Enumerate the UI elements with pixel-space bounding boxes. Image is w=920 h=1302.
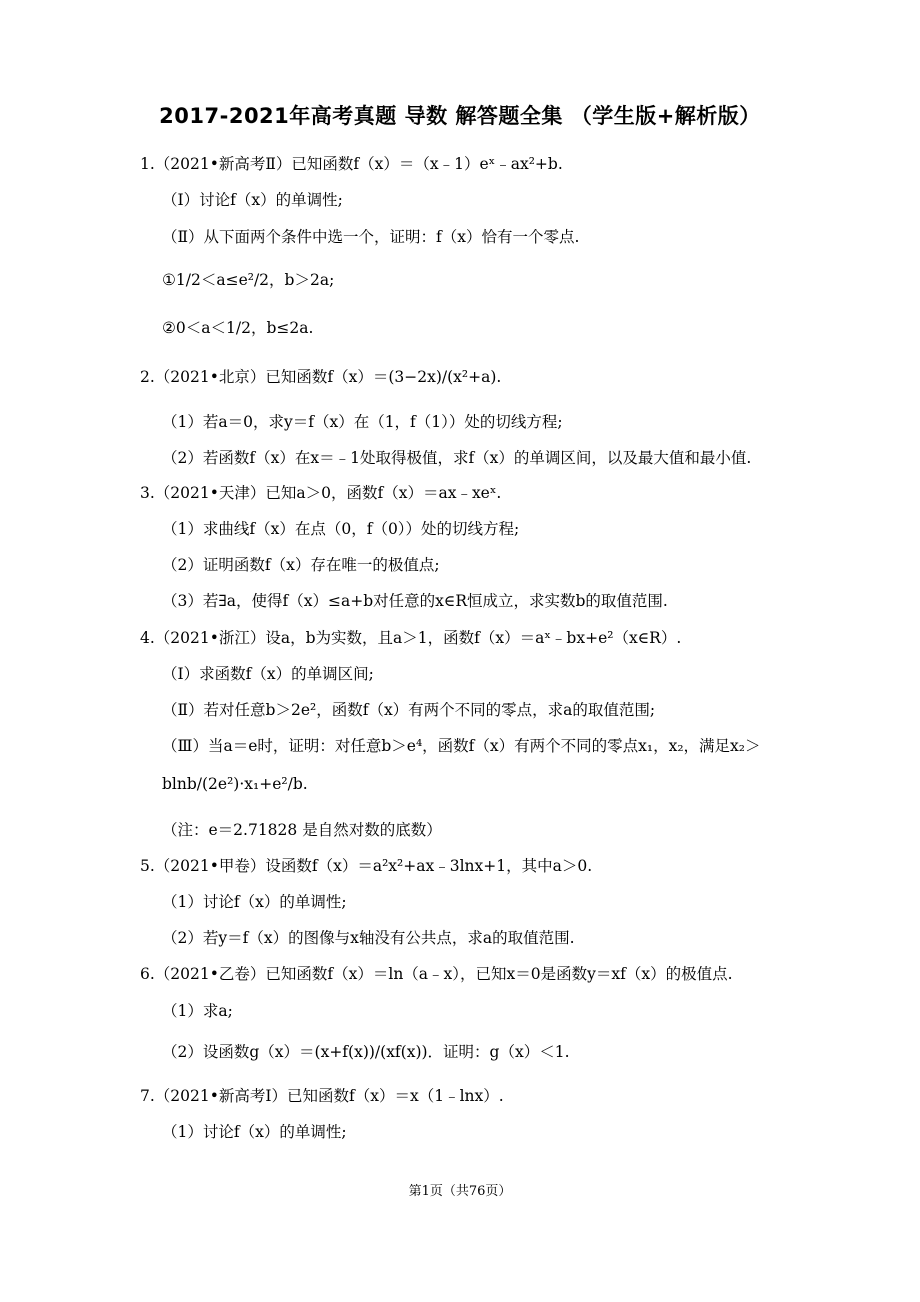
subquestion-line: （Ⅱ）若对任意b＞2e²，函数f（x）有两个不同的零点，求a的取值范围; [162, 701, 656, 719]
page-title: 2017-2021年高考真题 导数 解答题全集 （学生版+解析版） [159, 104, 761, 128]
problem-line: 3.（2021•天津）已知a＞0，函数f（x）＝ax﹣xeˣ. [140, 484, 502, 502]
subquestion-line: （2）设函数g（x）＝(x+f(x))/(xf(x))．证明：g（x）＜1. [162, 1043, 570, 1061]
problem-line: 6.（2021•乙卷）已知函数f（x）＝ln（a﹣x），已知x＝0是函数y＝xf（x）的极值点. [140, 965, 733, 983]
subquestion-line: （Ⅰ）讨论f（x）的单调性; [162, 191, 343, 209]
subquestion-line: （Ⅱ）从下面两个条件中选一个，证明：f（x）恰有一个零点. [162, 228, 580, 246]
problem-line: 7.（2021•新高考Ⅰ）已知函数f（x）＝x（1﹣lnx）. [140, 1087, 504, 1105]
problem-line: 1.（2021•新高考Ⅱ）已知函数f（x）＝（x﹣1）eˣ﹣ax²+b. [140, 155, 563, 173]
subquestion-line: （1）若a＝0，求y＝f（x）在（1，f（1））处的切线方程; [162, 413, 563, 431]
subquestion-line: （1）讨论f（x）的单调性; [162, 893, 347, 911]
subquestion-line: （2）证明函数f（x）存在唯一的极值点; [162, 556, 440, 574]
subquestion-line: （注：e＝2.71828 是自然对数的底数） [162, 821, 442, 839]
problem-line: 5.（2021•甲卷）设函数f（x）＝a²x²+ax﹣3lnx+1，其中a＞0. [140, 857, 593, 875]
problem-line: 2.（2021•北京）已知函数f（x）＝(3−2x)/(x²+a). [140, 368, 502, 386]
subquestion-line: ②0＜a＜1/2，b≤2a. [162, 319, 314, 337]
subquestion-line: （1）求a; [162, 1002, 233, 1020]
subquestion-line: （2）若y＝f（x）的图像与x轴没有公共点，求a的取值范围. [162, 929, 575, 947]
subquestion-line: blnb/(2e²)·x₁+e²/b. [162, 775, 308, 793]
page-footer: 第1页（共76页） [408, 1184, 512, 1199]
subquestion-line: （Ⅰ）求函数f（x）的单调区间; [162, 665, 374, 683]
subquestion-line: （3）若∃a，使得f（x）≤a+b对任意的x∈R恒成立，求实数b的取值范围. [162, 592, 668, 610]
subquestion-line: ①1/2＜a≤e²/2，b＞2a; [162, 271, 335, 289]
subquestion-line: （1）求曲线f（x）在点（0，f（0））处的切线方程; [162, 520, 520, 538]
subquestion-line: （1）讨论f（x）的单调性; [162, 1123, 347, 1141]
subquestion-line: （Ⅲ）当a＝e时，证明：对任意b＞e⁴，函数f（x）有两个不同的零点x₁，x₂，满足x₂＞ [162, 737, 761, 755]
subquestion-line: （2）若函数f（x）在x＝﹣1处取得极值，求f（x）的单调区间，以及最大值和最小值. [162, 449, 752, 467]
problem-line: 4.（2021•浙江）设a，b为实数，且a＞1，函数f（x）＝aˣ﹣bx+e²（x∈R）. [140, 629, 682, 647]
